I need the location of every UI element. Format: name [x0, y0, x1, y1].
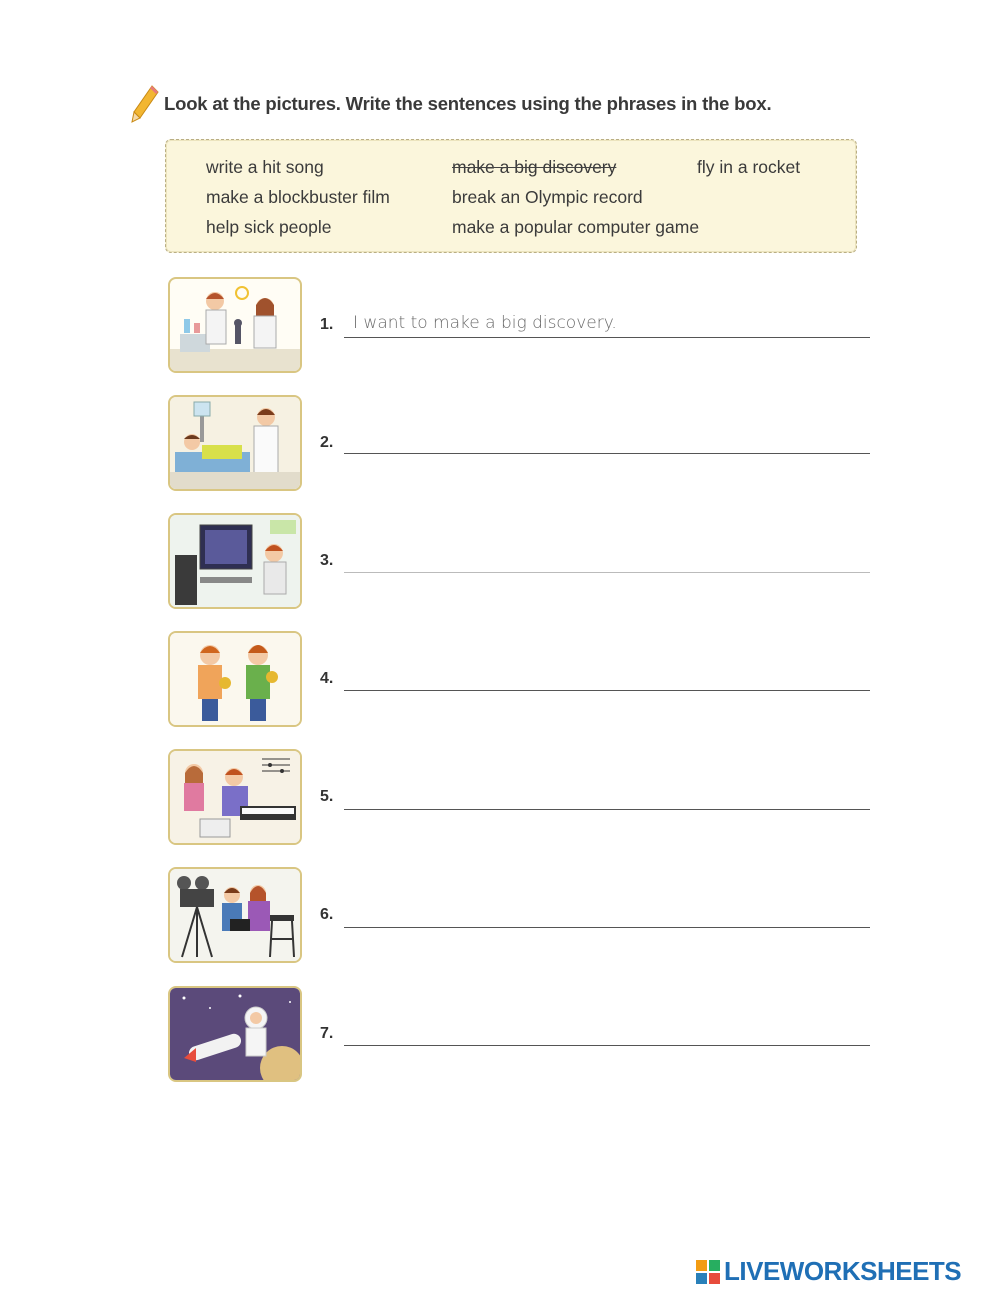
item-number: 5. — [320, 788, 334, 805]
phrase: help sick people — [206, 217, 332, 237]
doctor-patient-image — [168, 395, 302, 491]
item-number: 2. — [320, 434, 334, 451]
liveworksheets-logo-icon — [696, 1260, 720, 1284]
answer-line-7[interactable] — [344, 1021, 870, 1046]
answer-text-1: I want to make a big discovery. — [353, 313, 617, 333]
instruction-row — [130, 84, 771, 124]
answer-line-6[interactable] — [344, 903, 870, 928]
athletes-medals-image — [168, 631, 302, 727]
phrase: make a popular computer game — [452, 217, 700, 237]
answer-line-5[interactable] — [344, 785, 870, 810]
phrase: fly in a rocket — [697, 157, 801, 177]
answer-line-2[interactable] — [344, 429, 870, 454]
item-number: 6. — [320, 906, 334, 923]
answer-line-3[interactable] — [344, 548, 870, 573]
item-number: 7. — [320, 1025, 334, 1042]
item-number: 1. — [320, 316, 334, 333]
instruction-text: Look at the pictures. Write the sentences using the phrases in the box. — [164, 93, 772, 114]
phrase: make a blockbuster film — [206, 187, 390, 207]
phrase: write a hit song — [206, 157, 324, 177]
pencil-icon — [130, 84, 160, 124]
scientists-lab-image — [168, 277, 302, 373]
brand-text: LIVEWORKSHEETS — [724, 1256, 962, 1286]
astronaut-space-image — [168, 986, 302, 1082]
answer-line-4[interactable] — [344, 666, 870, 691]
computer-programmer-image — [168, 513, 302, 609]
brand — [696, 1256, 961, 1287]
film-crew-image — [168, 867, 302, 963]
musicians-keyboard-image — [168, 749, 302, 845]
phrase-box — [165, 139, 857, 253]
item-number: 3. — [320, 552, 334, 569]
phrase: break an Olympic record — [452, 187, 643, 207]
phrase-struck: make a big discovery — [452, 157, 617, 177]
item-number: 4. — [320, 670, 334, 687]
